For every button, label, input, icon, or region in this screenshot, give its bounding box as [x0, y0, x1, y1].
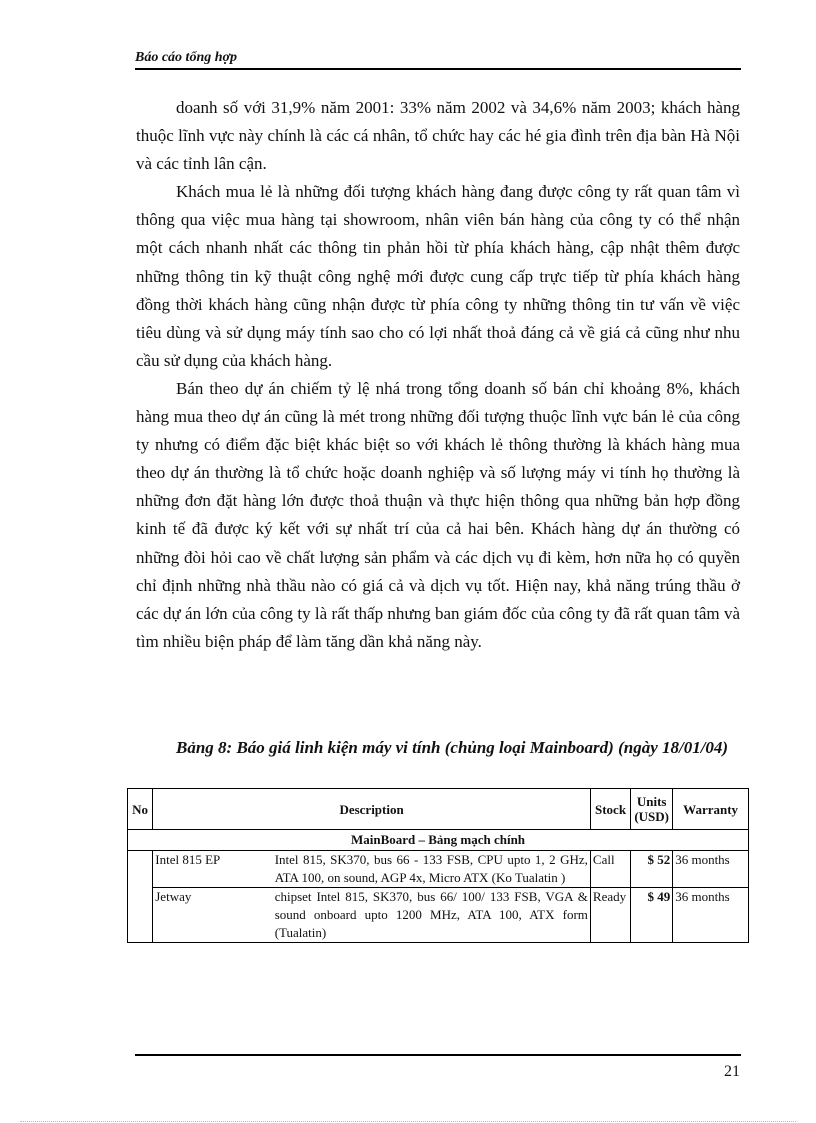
header-description: Description — [153, 789, 591, 830]
header-warranty: Warranty — [673, 789, 749, 830]
price-table — [127, 788, 749, 943]
header-rule — [135, 68, 741, 70]
table-caption: Bảng 8: Báo giá linh kiện máy vi tính (chủng loại Mainboard) (ngày 18/01/04) — [176, 738, 729, 757]
no-cell — [128, 851, 153, 943]
table-header-row — [128, 789, 749, 830]
unit-price: $ 52 — [631, 851, 673, 888]
page-edge — [20, 1121, 796, 1122]
warranty-period: 36 months — [673, 851, 749, 888]
table-row — [128, 888, 749, 943]
stock-status: Ready — [590, 888, 630, 943]
paragraph-2: Khách mua lẻ là những đối tượng khách hàng đang được công ty rất quan tâm vì thông qua việc mua hàng tại showroom, nhân viên bán hàng của công ty có thể nhận một cách nhanh nhất các thông tin phản hồi từ phía khách hàng, cập nhật thêm được những thông tin kỹ thuật công nghệ mới được cung cấp trực tiếp từ phía khách hàng đồng thời khách hàng cũng nhận được từ phía công ty những thông tin tư vấn về việc tiêu dùng và sử dụng máy tính sao cho có lợi nhất thoả đáng cả về giá cả cũng như nhu cầu sử dụng của khách hàng. — [136, 182, 740, 370]
page-number: 21 — [724, 1063, 740, 1080]
header-stock: Stock — [590, 789, 630, 830]
product-spec: chipset Intel 815, SK370, bus 66/ 100/ 133 FSB, VGA & sound onboard upto 1200 MHz, ATA 100, ATX form (Tualatin) — [273, 888, 591, 943]
running-header: Báo cáo tổng hợp — [135, 50, 238, 65]
body-text — [136, 94, 740, 656]
stock-status: Call — [590, 851, 630, 888]
warranty-period: 36 months — [673, 888, 749, 943]
unit-price: $ 49 — [631, 888, 673, 943]
header-units: Units (USD) — [631, 789, 673, 830]
product-spec: Intel 815, SK370, bus 66 - 133 FSB, CPU upto 1, 2 GHz, ATA 100, on sound, AGP 4x, Micro ATX (Ko Tualatin ) — [273, 851, 591, 888]
paragraph-3: Bán theo dự án chiếm tỷ lệ nhá trong tổng doanh số bán chỉ khoảng 8%, khách hàng mua theo dự án cũng là mét trong những đối tượng thuộc lĩnh vực bán lẻ của công ty nhưng có điểm đặc biệt khác biệt so với khách lẻ thông thường là khách hàng mua theo dự án thường là tổ chức hoặc doanh nghiệp và số lượng máy vi tính họ thường là những đơn đặt hàng lớn được thoả thuận và thực hiện thông qua những bản hợp đồng kinh tế đã được ký kết với sự nhất trí của cả hai bên. Khách hàng dự án thường có những đòi hỏi cao về chất lượng sản phẩm và các dịch vụ đi kèm, hơn nữa họ có quyền chỉ định những nhà thầu nào có giá cả và dịch vụ tốt. Hiện nay, khả năng trúng thầu ở các dự án lớn của công ty là rất thấp nhưng ban giám đốc của công ty đã rất quan tâm và tìm nhiều biện pháp để làm tăng dần khả năng này. — [136, 378, 740, 651]
product-name: Intel 815 EP — [153, 851, 273, 888]
footer-rule — [135, 1054, 741, 1056]
section-row — [128, 830, 749, 851]
section-title: MainBoard – Bảng mạch chính — [128, 830, 749, 851]
paragraph-1: doanh số với 31,9% năm 2001: 33% năm 2002 và 34,6% năm 2003; khách hàng thuộc lĩnh vực này chính là các cá nhân, tổ chức hay các hé gia đình trên địa bàn Hà Nội và các tỉnh lân cận. — [136, 98, 740, 174]
header-no: No — [128, 789, 153, 830]
product-name: Jetway — [153, 888, 273, 943]
table-row — [128, 851, 749, 888]
